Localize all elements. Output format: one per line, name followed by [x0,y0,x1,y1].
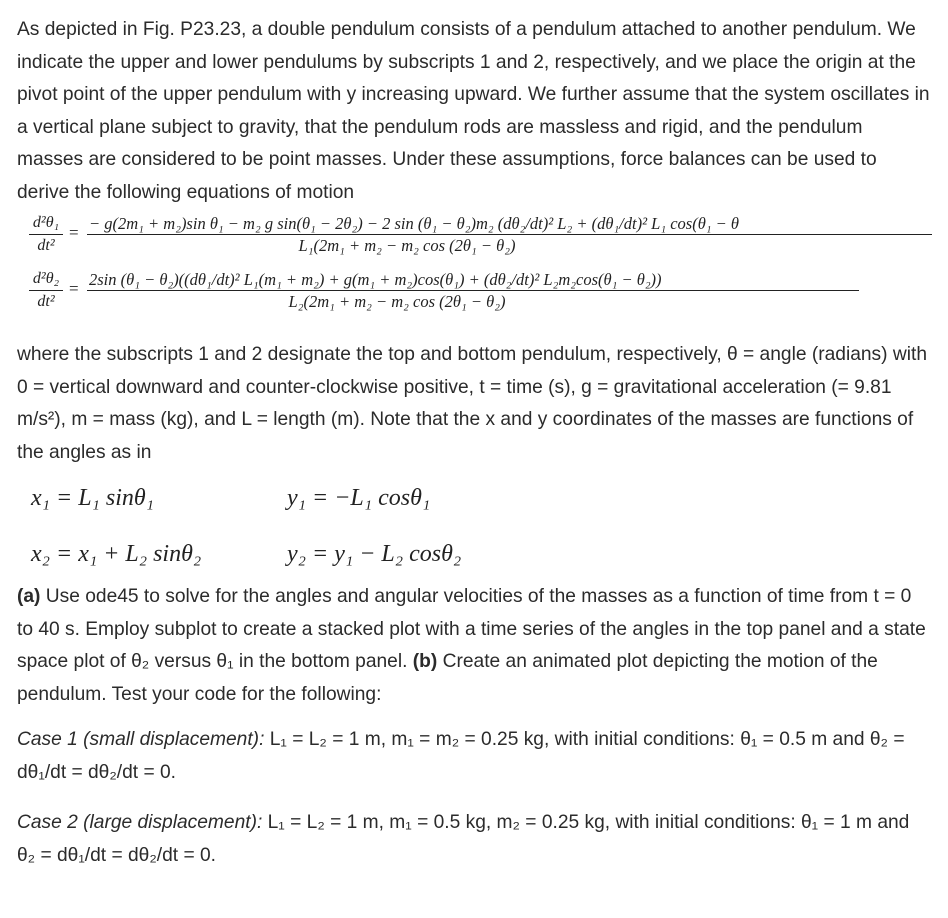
equation-theta1 [29,213,932,269]
equation-theta2 [29,269,932,325]
case-2-paragraph [17,807,932,872]
intro-paragraph: As depicted in Fig. P23.23, a double pendulum consists of a pendulum attached to another pendulum. We indicate the upper and lower pendulums by subscripts 1 and 2, respectively, and we place the origin at the pivot point of the upper pendulum with y increasing upward. We further assume that the system oscillates in a vertical plane subject to gravity, that the pendulum rods are massless and rigid, and the pendulum masses are considered to be point masses. Under these assumptions, force balances can be used to derive the following equations of motion [17,19,930,203]
case-1-label: Case 1 (small displacement): [17,729,265,750]
eq1-rhs-numerator: − g(2m₁ + m₂)sin θ₁ − m₂ g sin(θ₁ − 2θ₂) − 2 sin (θ₁ − θ₂)m₂ (dθ₂/dt)² L₂ + (dθ₁/dt)² L₁ cos(θ₁ − θ [89,214,740,233]
eq1-equals: = [69,223,79,242]
eq1-lhs-numerator: d²θ₁ [32,214,60,231]
problem-document [17,14,932,872]
y2-equation: y₂ = y₁ − L₂ cosθ₂ [287,541,462,567]
eq2-lhs [29,269,63,312]
eq2-rhs [87,269,859,312]
task-a-label: (a) [17,586,41,607]
task-paragraph [17,581,932,711]
task-b-text: Create an animated plot depicting the motion of the pendulum. Test your code for the following: [17,651,878,705]
task-a-text: Use ode45 to solve for the angles and angular velocities of the masses as a function of time from t = 0 to 40 s. Employ subplot to create a stacked plot with a time series of the angles in the top panel and a state space plot of θ₂ versus θ₁ in the bottom panel. [17,586,926,672]
case-2-label: Case 2 (large displacement): [17,812,263,833]
eq1-rhs-denominator: L₁(2m₁ + m₂ − m₂ cos (2θ₁ − θ₂) [298,236,516,255]
x1-equation: x₁ = L₁ sinθ₁ [31,485,155,511]
y1-equation: y₁ = −L₁ cosθ₁ [287,485,431,511]
task-b-label: (b) [412,651,438,672]
case-1-text: L₁ = L₂ = 1 m, m₁ = m₂ = 0.25 kg, with initial conditions: θ₁ = 0.5 m and θ₂ = dθ₁/dt = dθ₂/dt = 0. [17,729,905,783]
eq1-lhs-denominator: dt² [37,237,55,254]
eq1-rhs [87,213,932,256]
x2-equation: x₂ = x₁ + L₂ sinθ₂ [31,541,202,567]
eq2-lhs-denominator: dt² [37,293,55,310]
case-1-paragraph [17,724,932,789]
equations-of-motion [29,213,932,331]
eq2-rhs-denominator: L₂(2m₁ + m₂ − m₂ cos (2θ₁ − θ₂) [288,292,506,311]
case-2-text: L₁ = L₂ = 1 m, m₁ = 0.5 kg, m₂ = 0.25 kg, with initial conditions: θ₁ = 1 m and θ₂ = dθ₁/dt = dθ₂/dt = 0. [17,812,910,866]
eq2-rhs-numerator: 2sin (θ₁ − θ₂)((dθ₁/dt)² L₁(m₁ + m₂) + g(m₁ + m₂)cos(θ₁) + (dθ₂/dt)² L₂m₂cos(θ₁ − θ₂)) [89,270,662,289]
coordinate-equations [17,469,932,581]
definitions-paragraph: where the subscripts 1 and 2 designate the top and bottom pendulum, respectively, θ = angle (radians) with 0 = vertical downward and counter-clockwise positive, t = time (s), g = gravitational acceleration (= 9.81 m/s²), m = mass (kg), and L = length (m). Note that the x and y coordinates of the masses are functions of the angles as in [17,344,927,463]
eq1-lhs [29,213,63,256]
eq2-equals: = [69,279,79,298]
eq2-lhs-numerator: d²θ₂ [32,270,60,287]
